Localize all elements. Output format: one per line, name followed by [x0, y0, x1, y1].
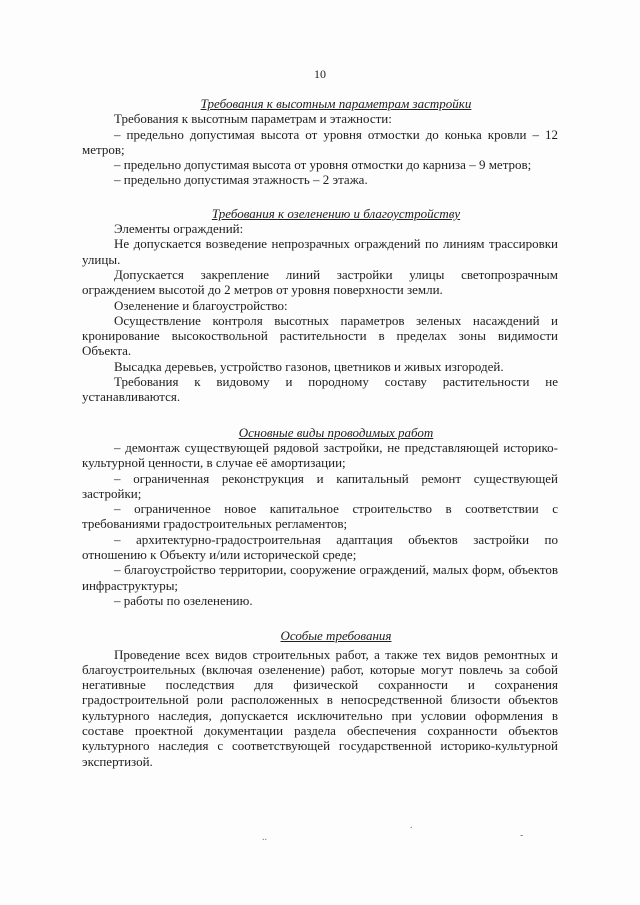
- document-body: [82, 96, 558, 769]
- list-item: – ограниченное новое капитальное строительство в соответствии с требованиями градостроительных регламентов;: [82, 501, 558, 532]
- paragraph: – предельно допустимая высота от уровня отмостки до конька кровли – 12 метров;: [82, 126, 558, 157]
- paragraph: Элементы ограждений:: [114, 221, 244, 237]
- list-item: – работы по озеленению.: [114, 592, 253, 608]
- list-item: – благоустройство территории, сооружение ограждений, малых форм, объектов инфраструктуры;: [82, 562, 558, 593]
- list-item: – архитектурно-градостроительная адаптация объектов застройки по отношению к Объекту и/или исторической среде;: [82, 531, 558, 563]
- section-title-works: Основные виды проводимых работ: [238, 424, 434, 440]
- section-title-special: Особые требования: [280, 628, 392, 644]
- scan-speck: -: [520, 830, 524, 841]
- paragraph: Высадка деревьев, устройство газонов, цветников и живых изгородей.: [114, 358, 504, 374]
- page-number: 10: [314, 67, 326, 81]
- paragraph: Не допускается возведение непрозрачных ограждений по линиям трассировки улицы.: [82, 236, 558, 267]
- paragraph: Требования к видовому и породному составу растительности не устанавливаются.: [82, 374, 558, 405]
- paragraph: – предельно допустимая высота от уровня отмостки до карниза – 9 метров;: [114, 157, 532, 173]
- paragraph: Озеленение и благоустройство:: [114, 297, 288, 313]
- list-item: – демонтаж существующей рядовой застройки, не представляющей историко-культурной ценности, в случае её амортизации;: [82, 439, 558, 471]
- scan-speck: ..: [262, 832, 267, 843]
- list-item: – ограниченная реконструкция и капитальный ремонт существующей застройки;: [82, 470, 558, 501]
- paragraph: Требования к высотным параметрам и этажности:: [114, 111, 392, 127]
- section-title-landscaping: Требования к озеленению и благоустройству: [211, 205, 461, 221]
- paragraph: Проведение всех видов строительных работ, а также тех видов ремонтных и благоустроительных (включая озеленение) работ, которые могут повлечь за собой негативные последствия для физической сохранности и сохранения градостроительной роли расположенных в непосредственной близости объектов культурного наследия, допускается исключительно при условии оформления в составе проектной документации раздела обеспечения сохранности объектов культурного наследия с соответствующей государственной историко-культурной экспертизой.: [82, 646, 558, 769]
- scan-speck: .: [410, 820, 413, 831]
- paragraph: Допускается закрепление линий застройки улицы светопрозрачным ограждением высотой до 2 метров от уровня поверхности земли.: [82, 266, 558, 298]
- paragraph: – предельно допустимая этажность – 2 этажа.: [114, 172, 368, 188]
- section-title-heights: Требования к высотным параметрам застройки: [200, 96, 472, 111]
- paragraph: Осуществление контроля высотных параметров зеленых насаждений и кронирование высокоствольной растительности в пределах зоны видимости Объекта.: [82, 312, 558, 359]
